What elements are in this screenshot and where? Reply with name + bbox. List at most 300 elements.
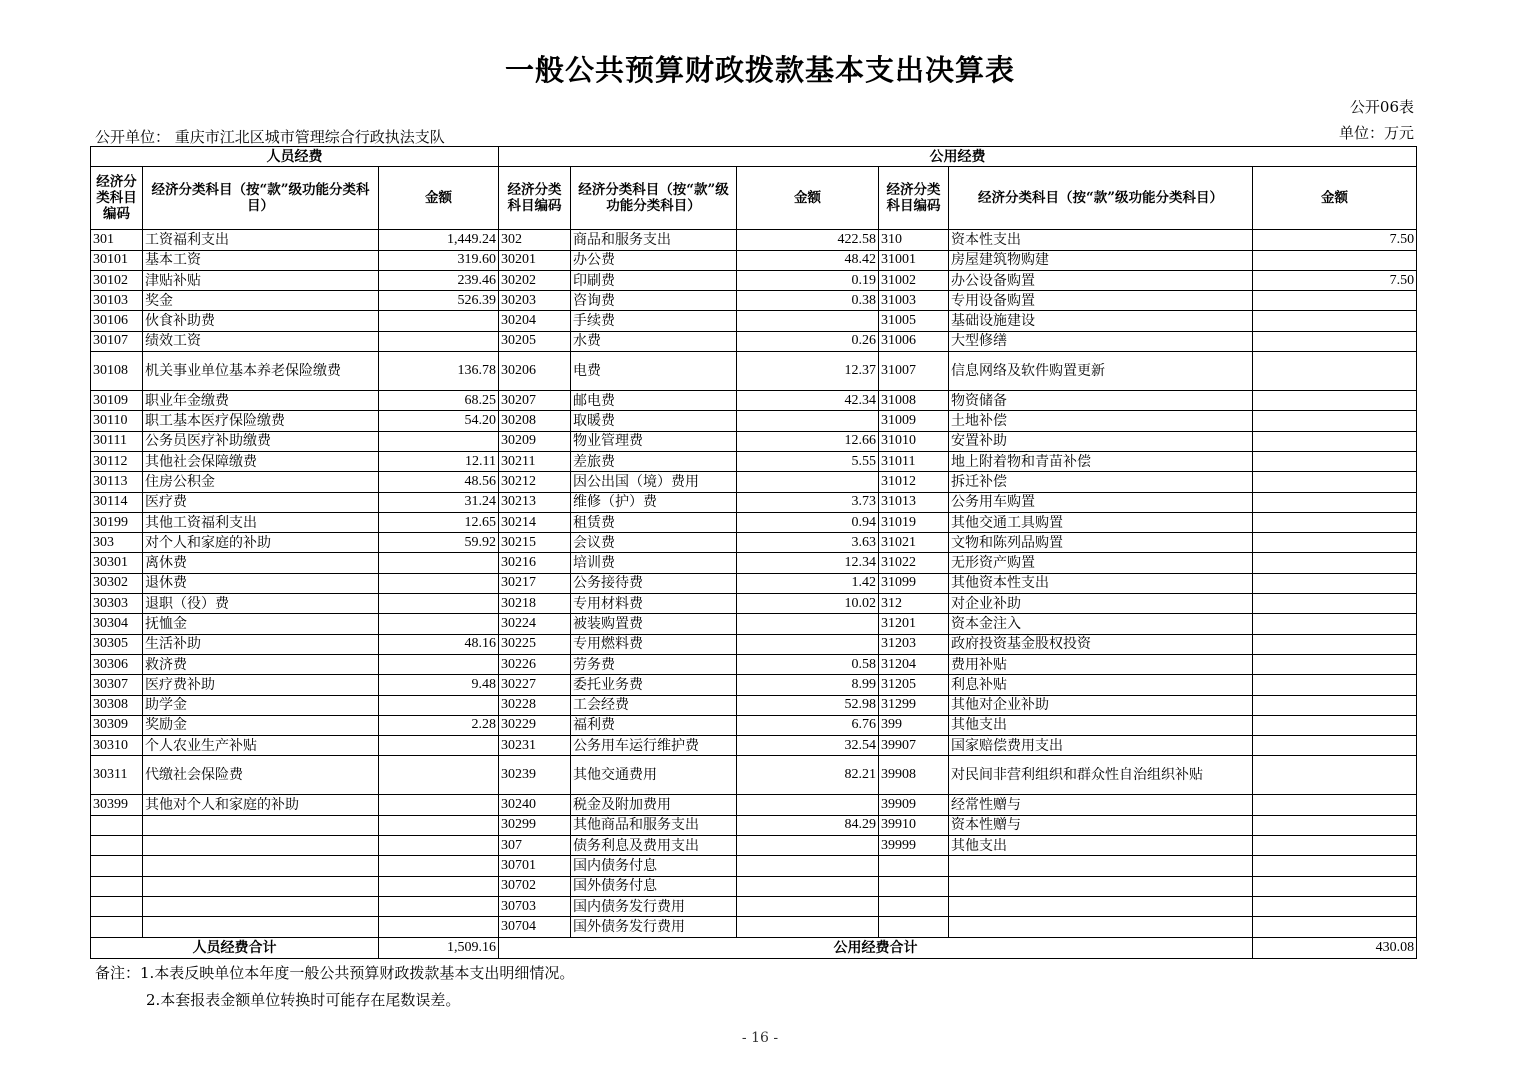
cell-code: 30199 (91, 512, 143, 532)
cell-amount: 31.24 (379, 492, 499, 512)
cell-name: 资本金注入 (949, 614, 1253, 634)
table-row (91, 391, 1417, 411)
cell-name: 代缴社会保险费 (143, 756, 379, 795)
cell-name: 房屋建筑物购建 (949, 250, 1253, 270)
cell-amount (1253, 451, 1417, 471)
cell-code: 30229 (499, 715, 571, 735)
table-row (91, 795, 1417, 815)
cell-code: 30225 (499, 634, 571, 654)
cell-name: 工资福利支出 (143, 230, 379, 250)
cell-amount (379, 695, 499, 715)
cell-amount (1253, 352, 1417, 391)
cell-amount (1253, 594, 1417, 614)
cell-code: 30303 (91, 594, 143, 614)
cell-code (91, 856, 143, 876)
cell-name: 公务接待费 (571, 573, 737, 593)
cell-code: 30112 (91, 451, 143, 471)
cell-name: 国内债务发行费用 (571, 896, 737, 916)
cell-amount (737, 411, 879, 431)
cell-name: 住房公积金 (143, 472, 379, 492)
cell-name: 其他对企业补助 (949, 695, 1253, 715)
group-header-personnel: 人员经费 (91, 147, 499, 167)
cell-code: 30218 (499, 594, 571, 614)
table-body (91, 230, 1417, 937)
cell-name: 咨询费 (571, 291, 737, 311)
table-row (91, 512, 1417, 532)
cell-name: 水费 (571, 331, 737, 351)
cell-amount: 42.34 (737, 391, 879, 411)
cell-amount (1253, 836, 1417, 856)
cell-code: 30203 (499, 291, 571, 311)
cell-name (143, 876, 379, 896)
cell-code: 30226 (499, 654, 571, 674)
cell-amount (1253, 896, 1417, 916)
cell-name: 其他社会保障缴费 (143, 451, 379, 471)
cell-code: 312 (879, 594, 949, 614)
table-row (91, 695, 1417, 715)
cell-code: 30108 (91, 352, 143, 391)
cell-code (91, 836, 143, 856)
table-row (91, 431, 1417, 451)
cell-amount: 52.98 (737, 695, 879, 715)
cell-amount (1253, 736, 1417, 756)
cell-code: 30206 (499, 352, 571, 391)
cell-code: 31009 (879, 411, 949, 431)
cell-name: 国外债务发行费用 (571, 917, 737, 937)
cell-name: 工会经费 (571, 695, 737, 715)
cell-name: 拆迁补偿 (949, 472, 1253, 492)
cell-amount (1253, 492, 1417, 512)
cell-name: 土地补偿 (949, 411, 1253, 431)
cell-name: 公务用车运行维护费 (571, 736, 737, 756)
cell-code: 39999 (879, 836, 949, 856)
cell-amount (1253, 472, 1417, 492)
cell-name: 基本工资 (143, 250, 379, 270)
cell-amount (379, 594, 499, 614)
table-row (91, 311, 1417, 331)
table-row (91, 230, 1417, 250)
cell-amount (1253, 795, 1417, 815)
cell-amount: 68.25 (379, 391, 499, 411)
cell-name: 国家赔偿费用支出 (949, 736, 1253, 756)
cell-code: 30307 (91, 675, 143, 695)
cell-amount (379, 331, 499, 351)
table-row (91, 614, 1417, 634)
cell-amount (737, 311, 879, 331)
cell-name: 离休费 (143, 553, 379, 573)
cell-code (91, 917, 143, 937)
cell-amount (379, 815, 499, 835)
cell-code: 30308 (91, 695, 143, 715)
cell-code: 31006 (879, 331, 949, 351)
cell-code: 30212 (499, 472, 571, 492)
cell-code: 30207 (499, 391, 571, 411)
cell-code: 301 (91, 230, 143, 250)
cell-name: 机关事业单位基本养老保险缴费 (143, 352, 379, 391)
cell-code: 30240 (499, 795, 571, 815)
cell-amount: 10.02 (737, 594, 879, 614)
cell-code: 30302 (91, 573, 143, 593)
cell-name: 大型修缮 (949, 331, 1253, 351)
cell-code: 30202 (499, 270, 571, 290)
cell-code: 31203 (879, 634, 949, 654)
cell-amount (379, 553, 499, 573)
cell-code: 307 (499, 836, 571, 856)
cell-name: 救济费 (143, 654, 379, 674)
cell-amount: 12.11 (379, 451, 499, 471)
cell-name (949, 896, 1253, 916)
public-total-label: 公用经费合计 (499, 937, 1253, 958)
cell-code: 30211 (499, 451, 571, 471)
cell-code: 31002 (879, 270, 949, 290)
cell-name: 其他资本性支出 (949, 573, 1253, 593)
cell-amount: 5.55 (737, 451, 879, 471)
cell-amount: 0.94 (737, 512, 879, 532)
cell-amount (737, 876, 879, 896)
cell-name: 培训费 (571, 553, 737, 573)
table-row (91, 291, 1417, 311)
cell-code: 30214 (499, 512, 571, 532)
cell-code: 30110 (91, 411, 143, 431)
table-row (91, 856, 1417, 876)
cell-name: 文物和陈列品购置 (949, 533, 1253, 553)
table-row (91, 451, 1417, 471)
cell-name: 办公费 (571, 250, 737, 270)
cell-code: 30701 (499, 856, 571, 876)
column-header-code: 经济分类科目编码 (91, 167, 143, 230)
cell-code: 31008 (879, 391, 949, 411)
table-row (91, 533, 1417, 553)
cell-code: 30310 (91, 736, 143, 756)
table-row (91, 472, 1417, 492)
cell-code: 30213 (499, 492, 571, 512)
cell-code: 30704 (499, 917, 571, 937)
cell-amount (737, 836, 879, 856)
cell-name: 利息补贴 (949, 675, 1253, 695)
cell-code (91, 876, 143, 896)
cell-amount: 8.99 (737, 675, 879, 695)
cell-code: 30106 (91, 311, 143, 331)
cell-name: 邮电费 (571, 391, 737, 411)
cell-amount (1253, 250, 1417, 270)
cell-amount (1253, 756, 1417, 795)
cell-code (879, 896, 949, 916)
cell-name: 办公设备购置 (949, 270, 1253, 290)
table-row (91, 634, 1417, 654)
cell-code: 30309 (91, 715, 143, 735)
cell-name: 地上附着物和青苗补偿 (949, 451, 1253, 471)
cell-name: 因公出国（境）费用 (571, 472, 737, 492)
cell-amount: 48.16 (379, 634, 499, 654)
cell-name: 物业管理费 (571, 431, 737, 451)
column-header-name: 经济分类科目（按“款”级功能分类科目） (143, 167, 379, 230)
cell-name: 公务员医疗补助缴费 (143, 431, 379, 451)
cell-code (879, 856, 949, 876)
cell-name: 委托业务费 (571, 675, 737, 695)
table-row (91, 654, 1417, 674)
cell-code: 30306 (91, 654, 143, 674)
cell-code: 30311 (91, 756, 143, 795)
cell-name: 退职（役）费 (143, 594, 379, 614)
cell-name: 助学金 (143, 695, 379, 715)
cell-amount (379, 756, 499, 795)
cell-name: 绩效工资 (143, 331, 379, 351)
cell-code: 30239 (499, 756, 571, 795)
cell-amount: 422.58 (737, 230, 879, 250)
table-row (91, 736, 1417, 756)
table-row (91, 270, 1417, 290)
cell-amount: 3.73 (737, 492, 879, 512)
cell-amount (1253, 512, 1417, 532)
table-row (91, 715, 1417, 735)
cell-name: 对民间非营利组织和群众性自治组织补贴 (949, 756, 1253, 795)
cell-name: 印刷费 (571, 270, 737, 290)
cell-name: 其他工资福利支出 (143, 512, 379, 532)
cell-code: 30304 (91, 614, 143, 634)
cell-code: 31001 (879, 250, 949, 270)
cell-code: 399 (879, 715, 949, 735)
cell-amount: 0.26 (737, 331, 879, 351)
cell-code: 31013 (879, 492, 949, 512)
table-row (91, 492, 1417, 512)
cell-amount (379, 795, 499, 815)
cell-name: 租赁费 (571, 512, 737, 532)
cell-code: 30301 (91, 553, 143, 573)
column-header-code: 经济分类科目编码 (879, 167, 949, 230)
cell-name: 国外债务付息 (571, 876, 737, 896)
cell-code: 30305 (91, 634, 143, 654)
cell-amount: 32.54 (737, 736, 879, 756)
cell-name: 劳务费 (571, 654, 737, 674)
cell-amount: 12.66 (737, 431, 879, 451)
cell-code (879, 876, 949, 896)
cell-code: 31204 (879, 654, 949, 674)
cell-code: 30216 (499, 553, 571, 573)
cell-amount: 136.78 (379, 352, 499, 391)
cell-code: 31010 (879, 431, 949, 451)
cell-amount (1253, 614, 1417, 634)
cell-name: 取暖费 (571, 411, 737, 431)
cell-name: 其他支出 (949, 715, 1253, 735)
cell-amount (1253, 291, 1417, 311)
cell-amount (379, 614, 499, 634)
cell-code: 31005 (879, 311, 949, 331)
cell-code: 30107 (91, 331, 143, 351)
column-header-code: 经济分类科目编码 (499, 167, 571, 230)
cell-amount (379, 876, 499, 896)
cell-name: 国内债务付息 (571, 856, 737, 876)
cell-name: 福利费 (571, 715, 737, 735)
cell-name: 经常性赠与 (949, 795, 1253, 815)
cell-amount (1253, 815, 1417, 835)
cell-amount (737, 795, 879, 815)
cell-name: 资本性支出 (949, 230, 1253, 250)
cell-amount (1253, 573, 1417, 593)
cell-name: 手续费 (571, 311, 737, 331)
cell-name: 医疗费 (143, 492, 379, 512)
table-row (91, 896, 1417, 916)
cell-code: 302 (499, 230, 571, 250)
cell-name: 个人农业生产补贴 (143, 736, 379, 756)
cell-name (949, 917, 1253, 937)
cell-name: 专用材料费 (571, 594, 737, 614)
table-row (91, 411, 1417, 431)
page-title: 一般公共预算财政拨款基本支出决算表 (504, 53, 1015, 87)
cell-amount (1253, 311, 1417, 331)
cell-code: 30217 (499, 573, 571, 593)
cell-name: 其他对个人和家庭的补助 (143, 795, 379, 815)
cell-code (879, 917, 949, 937)
cell-amount (379, 836, 499, 856)
currency-unit: 单位：万元 (1338, 124, 1414, 142)
cell-amount (1253, 675, 1417, 695)
cell-amount: 12.37 (737, 352, 879, 391)
cell-name: 抚恤金 (143, 614, 379, 634)
cell-amount (379, 896, 499, 916)
cell-name: 其他交通工具购置 (949, 512, 1253, 532)
cell-name: 费用补贴 (949, 654, 1253, 674)
cell-name: 债务利息及费用支出 (571, 836, 737, 856)
cell-amount: 7.50 (1253, 230, 1417, 250)
cell-name: 奖励金 (143, 715, 379, 735)
cell-amount (737, 634, 879, 654)
cell-code: 30224 (499, 614, 571, 634)
cell-amount: 12.34 (737, 553, 879, 573)
cell-name: 政府投资基金股权投资 (949, 634, 1253, 654)
cell-amount (379, 573, 499, 593)
cell-amount: 2.28 (379, 715, 499, 735)
cell-code: 30204 (499, 311, 571, 331)
cell-code: 39907 (879, 736, 949, 756)
cell-amount (379, 917, 499, 937)
cell-code (91, 815, 143, 835)
cell-code: 31099 (879, 573, 949, 593)
cell-name: 津贴补贴 (143, 270, 379, 290)
cell-amount: 59.92 (379, 533, 499, 553)
table-row (91, 331, 1417, 351)
cell-amount: 0.19 (737, 270, 879, 290)
note-line-1: 备注：1.本表反映单位本年度一般公共预算财政拨款基本支出明细情况。 (95, 964, 575, 982)
table-row (91, 573, 1417, 593)
cell-code: 31012 (879, 472, 949, 492)
cell-name: 公务用车购置 (949, 492, 1253, 512)
table-row (91, 675, 1417, 695)
cell-name: 对企业补助 (949, 594, 1253, 614)
cell-name: 职业年金缴费 (143, 391, 379, 411)
cell-amount: 1,449.24 (379, 230, 499, 250)
cell-name: 对个人和家庭的补助 (143, 533, 379, 553)
cell-amount: 3.63 (737, 533, 879, 553)
cell-name: 税金及附加费用 (571, 795, 737, 815)
cell-name: 医疗费补助 (143, 675, 379, 695)
cell-name: 专用燃料费 (571, 634, 737, 654)
column-header-amount: 金额 (1253, 167, 1417, 230)
form-number: 公开06表 (1349, 98, 1414, 116)
cell-amount (379, 654, 499, 674)
cell-amount: 12.65 (379, 512, 499, 532)
cell-amount: 82.21 (737, 756, 879, 795)
cell-amount (737, 917, 879, 937)
cell-name: 电费 (571, 352, 737, 391)
public-total-amount: 430.08 (1253, 937, 1417, 958)
cell-code: 31007 (879, 352, 949, 391)
cell-name (143, 856, 379, 876)
column-header-name: 经济分类科目（按“款”级功能分类科目） (571, 167, 737, 230)
cell-code (91, 896, 143, 916)
table-row (91, 876, 1417, 896)
cell-code: 31003 (879, 291, 949, 311)
notes (95, 960, 574, 1014)
personnel-total-amount: 1,509.16 (379, 937, 499, 958)
cell-code: 30231 (499, 736, 571, 756)
cell-name (949, 856, 1253, 876)
cell-name: 安置补助 (949, 431, 1253, 451)
cell-code: 303 (91, 533, 143, 553)
cell-code: 39908 (879, 756, 949, 795)
table-row (91, 917, 1417, 937)
table-row (91, 250, 1417, 270)
cell-code: 30111 (91, 431, 143, 451)
cell-code: 31299 (879, 695, 949, 715)
cell-code: 31022 (879, 553, 949, 573)
cell-name: 职工基本医疗保险缴费 (143, 411, 379, 431)
table-row (91, 815, 1417, 835)
reporting-unit: 公开单位： 重庆市江北区城市管理综合行政执法支队 (95, 128, 445, 146)
cell-amount (1253, 654, 1417, 674)
cell-name: 物资储备 (949, 391, 1253, 411)
column-header-amount: 金额 (737, 167, 879, 230)
table-row (91, 553, 1417, 573)
cell-code: 30228 (499, 695, 571, 715)
cell-code: 30201 (499, 250, 571, 270)
cell-amount (1253, 917, 1417, 937)
cell-name: 退休费 (143, 573, 379, 593)
cell-name: 信息网络及软件购置更新 (949, 352, 1253, 391)
cell-name: 其他支出 (949, 836, 1253, 856)
cell-name (143, 836, 379, 856)
cell-name: 基础设施建设 (949, 311, 1253, 331)
personnel-total-label: 人员经费合计 (91, 937, 379, 958)
cell-name (143, 896, 379, 916)
table-row (91, 594, 1417, 614)
cell-name (143, 917, 379, 937)
cell-amount: 0.38 (737, 291, 879, 311)
cell-amount (1253, 695, 1417, 715)
cell-name: 生活补助 (143, 634, 379, 654)
cell-name: 其他商品和服务支出 (571, 815, 737, 835)
cell-amount (1253, 856, 1417, 876)
cell-amount (379, 311, 499, 331)
cell-amount (1253, 553, 1417, 573)
cell-amount: 84.29 (737, 815, 879, 835)
cell-amount (1253, 331, 1417, 351)
cell-code: 31021 (879, 533, 949, 553)
cell-code: 31205 (879, 675, 949, 695)
cell-code: 30399 (91, 795, 143, 815)
cell-amount: 1.42 (737, 573, 879, 593)
table-row (91, 836, 1417, 856)
cell-name: 被装购置费 (571, 614, 737, 634)
cell-code: 30215 (499, 533, 571, 553)
cell-amount (1253, 715, 1417, 735)
cell-amount (379, 736, 499, 756)
cell-amount (737, 856, 879, 876)
cell-amount (1253, 634, 1417, 654)
cell-code: 39909 (879, 795, 949, 815)
cell-name (949, 876, 1253, 896)
cell-name (143, 815, 379, 835)
expenditure-table (90, 146, 1417, 959)
